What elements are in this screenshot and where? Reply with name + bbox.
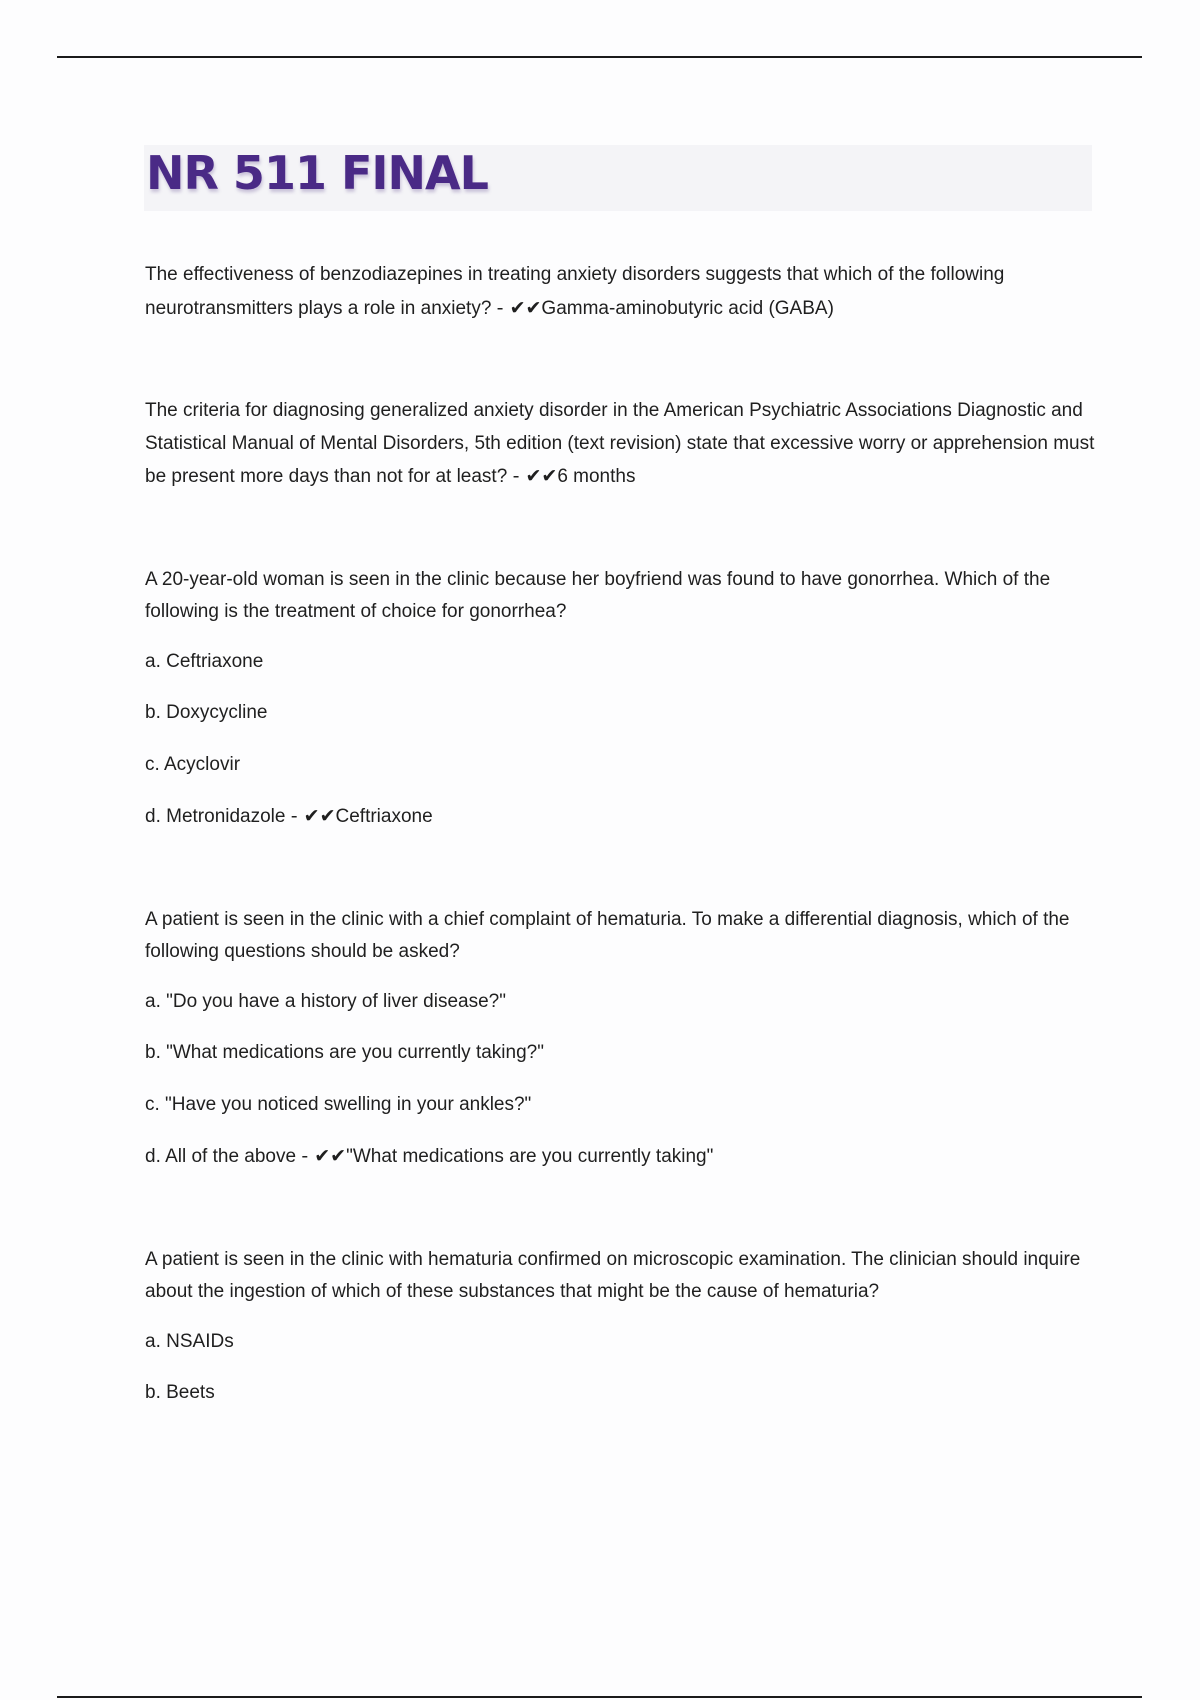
option-d-text: d. All of the above [145,1146,297,1167]
qa-item-2 [145,395,1095,494]
question-text [145,259,1095,325]
question-text [145,395,1095,494]
answer-text: Gamma-aminobutyric acid (GABA) [541,297,834,319]
option-c: c. "Have you noticed swelling in your ankles?" [145,1093,532,1115]
question-text: A patient is seen in the clinic with a chief complaint of hematuria. To make a differential diagnosis, which of the following questions should be asked? [145,908,1070,962]
question-stem: The criteria for diagnosing generalized anxiety disorder in the American Psychiatric Associations Diagnostic and Statistical Manual of Mental Disorders, 5th edition (text revision) state that excessive worry or apprehension must be present more days than not for at least? [145,400,1095,487]
option-c: c. Acyclovir [145,753,241,775]
option-a: a. Ceftriaxone [145,650,264,672]
option-a: a. "Do you have a history of liver disease?" [145,990,506,1012]
document-title: NR 511 FINAL [146,146,488,200]
option-b: b. Doxycycline [145,702,268,723]
option-d [145,800,1095,834]
option-d-text: d. Metronidazole [145,806,286,827]
answer-text: 6 months [557,466,636,487]
document-body [145,259,1095,1410]
question-text: A 20-year-old woman is seen in the clinic because her boyfriend was found to have gonorrhea. Which of the following is the treatment of choice for gonorrhea? [145,568,1051,622]
qa-item-1 [145,259,1095,325]
option-b: b. Beets [145,1382,215,1403]
option-a: a. NSAIDs [145,1330,234,1352]
question-text: A patient is seen in the clinic with hematuria confirmed on microscopic examination. The clinician should inquire about the ingestion of which of these substances that might be the cause of hematuria? [145,1248,1081,1302]
bottom-rule [57,1696,1142,1698]
qa-item-5 [145,1244,1095,1410]
top-rule [57,56,1142,58]
qa-item-4 [145,904,1095,1174]
answer-text: "What medications are you currently taking" [346,1146,714,1167]
question-stem: The effectiveness of benzodiazepines in treating anxiety disorders suggests that which of the following neurotransmitters plays a role in anxiety? [145,264,1005,319]
check-marker-icon: - ✔✔ [290,805,336,827]
check-marker-icon: - ✔✔ [512,465,558,487]
answer-text: Ceftriaxone [335,806,433,827]
check-marker-icon: - ✔✔ [496,296,542,319]
option-d [145,1140,1095,1174]
option-b: b. "What medications are you currently taking?" [145,1042,544,1063]
check-marker-icon: - ✔✔ [301,1145,347,1167]
qa-item-3 [145,564,1095,834]
